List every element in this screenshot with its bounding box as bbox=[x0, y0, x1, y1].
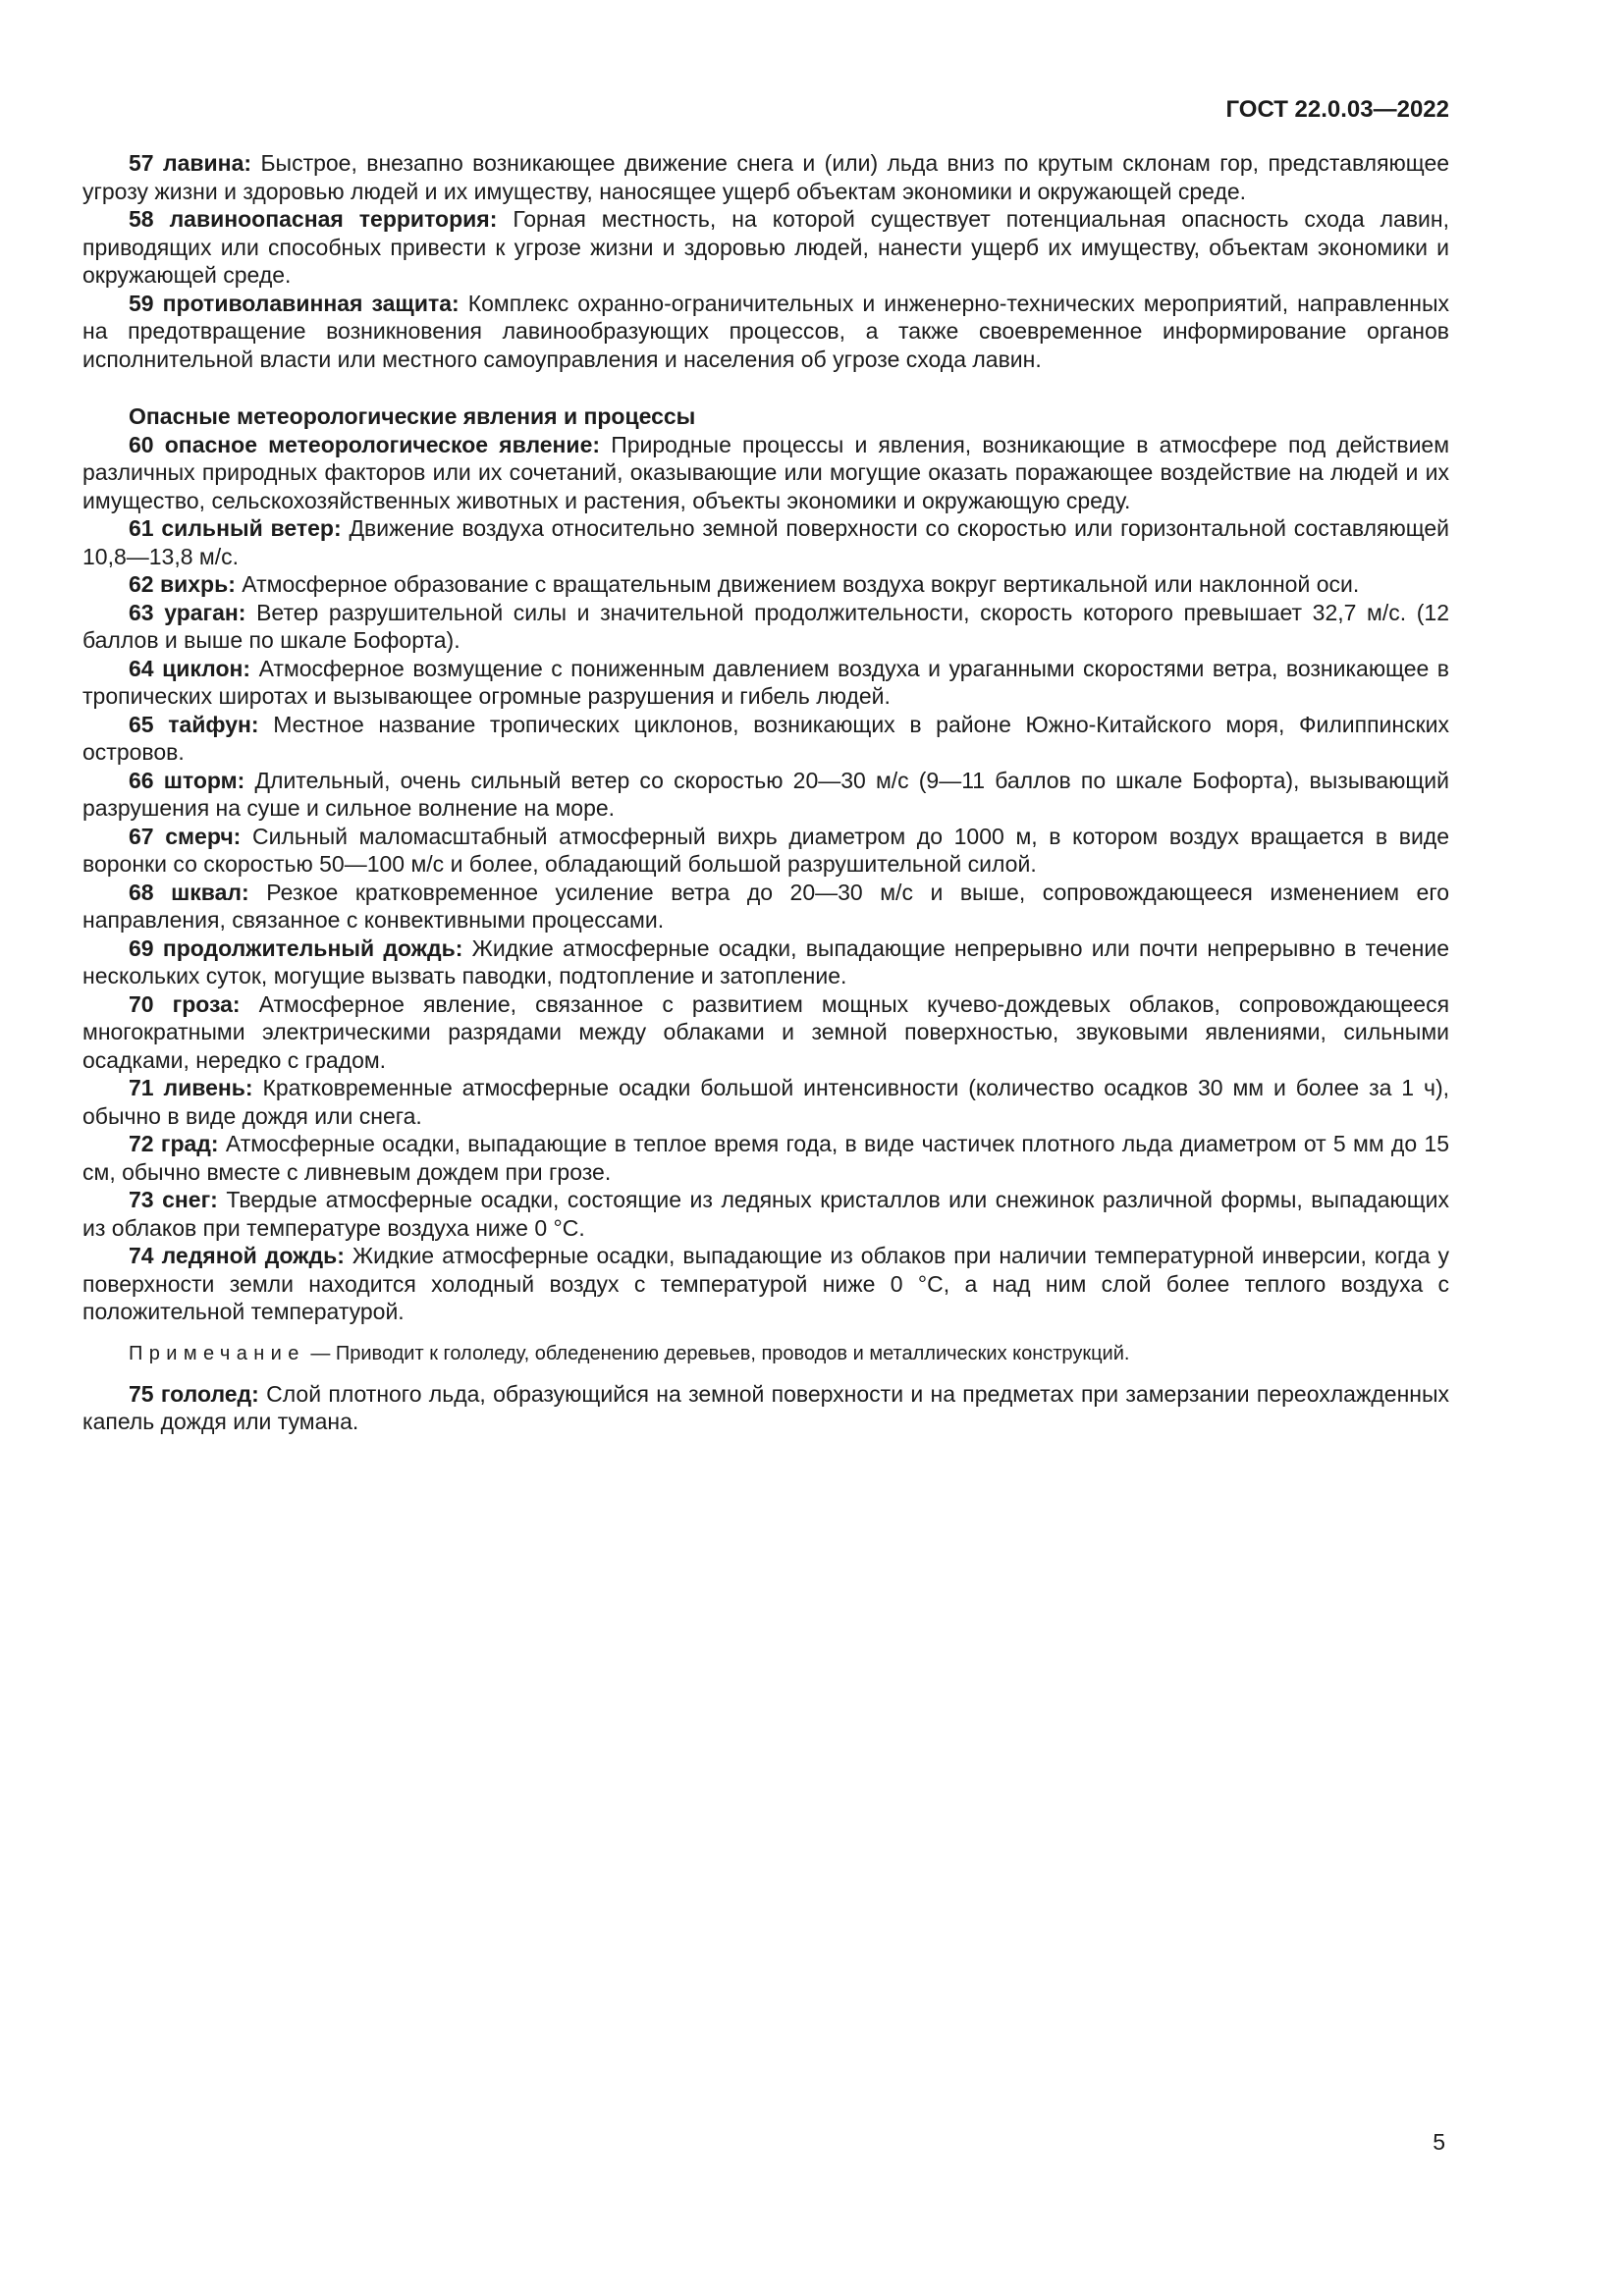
term-name: противолавинная защита: bbox=[162, 290, 460, 316]
document-header: ГОСТ 22.0.03—2022 bbox=[1225, 96, 1449, 123]
note bbox=[82, 1342, 1449, 1366]
term-entry bbox=[82, 1130, 1449, 1186]
term-definition: Жидкие атмосферные осадки, выпадающие из облаков при наличии температурной инверсии, когда у поверхности земли находится холодный воздух с температурой ниже 0 °С, а над ним слой более теплого воздуха с положительной температурой. bbox=[82, 1243, 1450, 1324]
term-name: продолжительный дождь: bbox=[162, 934, 463, 961]
term-entry bbox=[82, 599, 1449, 655]
term-name: шторм: bbox=[163, 767, 245, 793]
term-definition: Твердые атмосферные осадки, состоящие из ледяных кристаллов или снежинок различной формы, выпадающих из облаков при температуре воздуха ниже 0 °С. bbox=[82, 1187, 1450, 1241]
term-entry bbox=[82, 823, 1449, 879]
term-number: 61 bbox=[129, 515, 154, 541]
page-number: 5 bbox=[1433, 2129, 1445, 2155]
term-name: ливень: bbox=[163, 1075, 253, 1100]
term-name: смерч: bbox=[165, 823, 242, 849]
term-name: лавиноопасная территория: bbox=[169, 206, 498, 232]
term-number: 74 bbox=[129, 1243, 154, 1268]
term-definition: Длительный, очень сильный ветер со скоростью 20—30 м/с (9—11 баллов по шкале Бофорта), вызывающий разрушения на суше и сильное волнение на море. bbox=[82, 767, 1449, 821]
term-entry bbox=[82, 1186, 1449, 1242]
term-number: 60 bbox=[129, 431, 154, 457]
term-definition: Атмосферное образование с вращательным движением воздуха вокруг вертикальной или наклонной оси. bbox=[242, 571, 1360, 597]
term-entry bbox=[82, 1242, 1449, 1326]
term-name: тайфун: bbox=[168, 711, 259, 737]
term-name: шквал: bbox=[171, 879, 249, 905]
term-number: 68 bbox=[129, 879, 154, 905]
term-definition: Атмосферные осадки, выпадающие в теплое время года, в виде частичек плотного льда диаметром от 5 мм до 15 см, обычно вместе с ливневым дождем при грозе. bbox=[82, 1131, 1450, 1185]
term-number: 67 bbox=[129, 823, 154, 849]
term-entry bbox=[82, 655, 1449, 711]
term-name: гроза: bbox=[172, 990, 241, 1017]
term-number: 64 bbox=[129, 655, 154, 681]
section-heading: Опасные метеорологические явления и процессы bbox=[129, 403, 696, 429]
term-name: ледяной дождь: bbox=[161, 1243, 345, 1268]
term-definition: Быстрое, внезапно возникающее движение снега и (или) льда вниз по крутым склонам гор, представляющее угрозу жизни и здоровью людей и их имуществу, наносящее ущерб объектам экономики и окружающей среде. bbox=[82, 150, 1450, 204]
term-definition: Горная местность, на которой существует потенциальная опасность схода лавин, приводящих или способных привести к угрозе жизни и здоровью людей, нанести ущерб их имуществу, объектам экономики и окружающей среде. bbox=[82, 206, 1449, 288]
term-definition: Жидкие атмосферные осадки, выпадающие непрерывно или почти непрерывно в течение нескольких суток, могущие вызвать паводки, подтопление и затопление. bbox=[82, 934, 1450, 988]
term-definition: Ветер разрушительной силы и значительной продолжительности, скорость которого превышает 32,7 м/с. (12 баллов и выше по шкале Бофорта). bbox=[82, 599, 1450, 653]
term-definition: Резкое кратковременное усиление ветра до 20—30 м/с и выше, сопровождающееся изменением его направления, связанное с конвективными процессами. bbox=[82, 879, 1450, 933]
term-number: 75 bbox=[129, 1380, 154, 1407]
term-definition: Движение воздуха относительно земной поверхности со скоростью или горизонтальной составляющей 10,8—13,8 м/с. bbox=[82, 515, 1450, 569]
terms-section bbox=[82, 149, 1449, 1436]
term-definition: Местное название тропических циклонов, возникающих в районе Южно-Китайского моря, Филиппинских островов. bbox=[82, 711, 1449, 765]
term-number: 62 bbox=[129, 571, 154, 597]
term-definition: Комплекс охранно-ограничительных и инженерно-технических мероприятий, направленных на предотвращение возникновения лавинообразующих процессов, а также своевременное информирование органов исполнительной власти или местного самоуправления и населения об угрозе схода лавин. bbox=[82, 290, 1450, 372]
term-number: 63 bbox=[129, 599, 154, 625]
content-area bbox=[82, 96, 1449, 1436]
term-number: 65 bbox=[129, 711, 154, 737]
note-label: Примечание bbox=[129, 1342, 305, 1364]
term-number: 58 bbox=[129, 206, 154, 232]
term-number: 70 bbox=[129, 990, 154, 1017]
term-definition: Кратковременные атмосферные осадки большой интенсивности (количество осадков 30 мм и более за 1 ч), обычно в виде дождя или снега. bbox=[82, 1075, 1450, 1129]
term-number: 57 bbox=[129, 150, 154, 176]
term-name: ураган: bbox=[164, 599, 246, 625]
term-name: гололед: bbox=[160, 1380, 259, 1407]
term-entry bbox=[82, 1380, 1449, 1436]
term-name: лавина: bbox=[163, 150, 252, 176]
term-entry bbox=[82, 1074, 1449, 1130]
term-entry bbox=[82, 767, 1449, 823]
term-number: 69 bbox=[129, 934, 154, 961]
term-definition: Атмосферное возмущение с пониженным давлением воздуха и ураганными скоростями ветра, возникающее в тропических широтах и вызывающее огромные разрушения и гибель людей. bbox=[82, 655, 1450, 709]
term-entry bbox=[82, 879, 1449, 934]
term-name: опасное метеорологическое явление: bbox=[164, 431, 601, 457]
term-name: снег: bbox=[162, 1187, 218, 1212]
term-entry bbox=[82, 934, 1449, 990]
term-entry bbox=[82, 149, 1449, 205]
term-entry bbox=[82, 290, 1449, 374]
term-definition: Атмосферное явление, связанное с развитием мощных кучево-дождевых облаков, сопровождающееся многократными электрическими разрядами между облаками и земной поверхностью, звуковыми явлениями, сильными осадками, нередко с градом. bbox=[82, 990, 1450, 1073]
term-name: циклон: bbox=[162, 655, 251, 681]
note-text: — Приводит к гололеду, обледенению деревьев, проводов и металлических конструкций. bbox=[310, 1342, 1130, 1364]
term-name: вихрь: bbox=[159, 571, 236, 597]
term-entry bbox=[82, 514, 1449, 570]
term-number: 66 bbox=[129, 767, 154, 793]
term-definition: Сильный маломасштабный атмосферный вихрь диаметром до 1000 м, в котором воздух вращается в виде воронки со скоростью 50—100 м/с и более, обладающий большой разрушительной силой. bbox=[82, 823, 1450, 877]
term-entry bbox=[82, 205, 1449, 290]
term-number: 59 bbox=[129, 290, 154, 316]
term-name: сильный ветер: bbox=[161, 515, 342, 541]
term-definition: Слой плотного льда, образующийся на земной поверхности и на предметах при замерзании переохлажденных капель дождя или тумана. bbox=[82, 1380, 1449, 1434]
term-name: град: bbox=[160, 1131, 219, 1156]
term-definition: Природные процессы и явления, возникающие в атмосфере под действием различных природных факторов или их сочетаний, оказывающие или могущие оказать поражающее воздействие на людей и их имущество, сельскохозяйственных животных и растения, объекты экономики и окружающую среду. bbox=[82, 431, 1450, 513]
term-entry bbox=[82, 990, 1449, 1075]
term-number: 71 bbox=[129, 1075, 154, 1100]
term-entry bbox=[82, 431, 1449, 515]
term-number: 73 bbox=[129, 1187, 154, 1212]
term-entry bbox=[82, 711, 1449, 767]
term-number: 72 bbox=[129, 1131, 154, 1156]
term-entry bbox=[82, 570, 1449, 599]
